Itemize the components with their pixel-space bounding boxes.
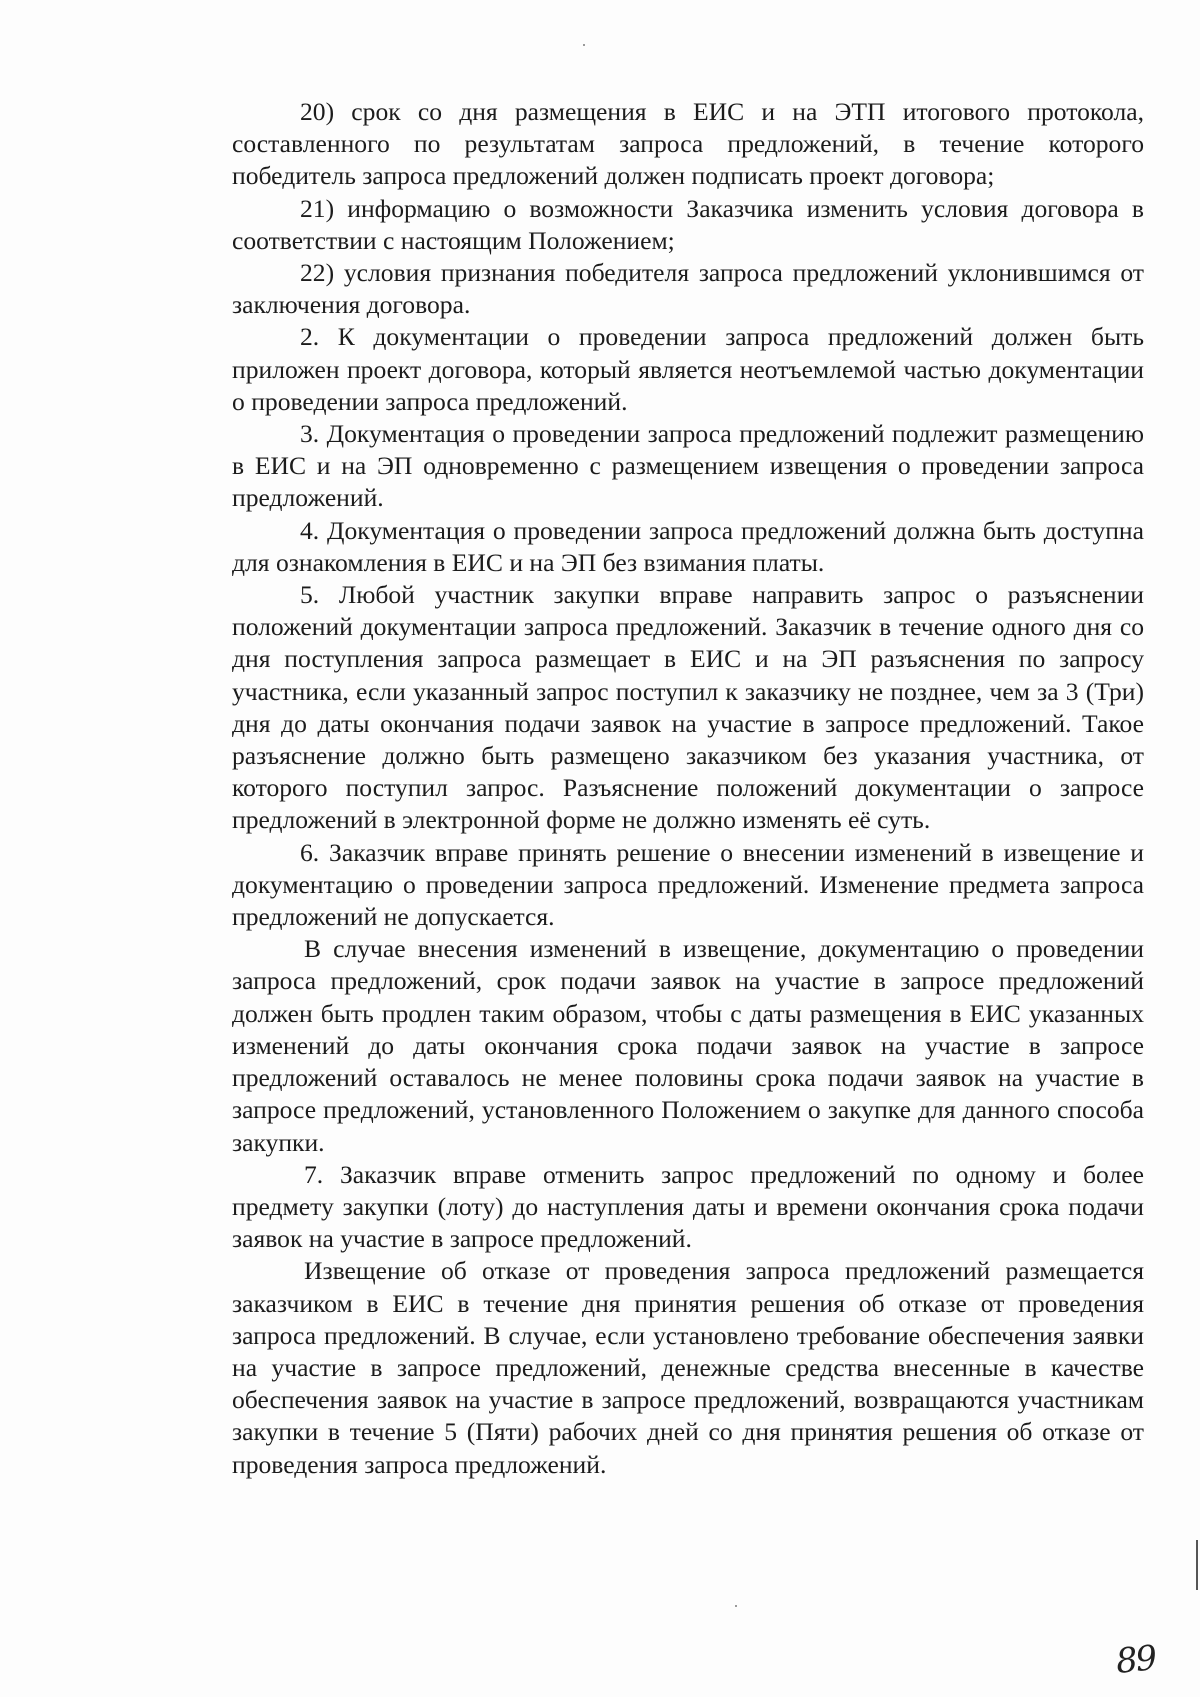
paragraph-clause-5: 5. Любой участник закупки вправе направить запрос о разъяснении положений документации запроса предложений. Заказчик в течение одного дня со дня поступления запроса размещает в ЕИС и на ЭП разъяснения по запросу участника, если указанный запрос поступил к заказчику не позднее, чем за 3 (Три) дня до даты окончания подачи заявок на участие в запросе предложений. Такое разъяснение должно быть размещено заказчиком без указания участника, от которого поступил запрос. Разъяснение положений документации о запросе предложений в электронной форме не должно изменять её суть. [232, 580, 1144, 835]
paragraph-clause-6: 6. Заказчик вправе принять решение о внесении изменений в извещение и документацию о проведении запроса предложений. Изменение предмета запроса предложений не допускается. [232, 837, 1144, 932]
paragraph-item-22: 22) условия признания победителя запроса предложений уклонившимся от заключения договора. [232, 258, 1144, 320]
paragraph-item-20: 20) срок со дня размещения в ЕИС и на ЭТП итогового протокола, составленного по результатам запроса предложений, в течение которого победитель запроса предложений должен подписать проект договора; [232, 97, 1144, 191]
paragraph-clause-3: 3. Документация о проведении запроса предложений подлежит размещению в ЕИС и на ЭП одновременно с размещением извещения о проведении запроса предложений. [232, 419, 1144, 513]
paragraph-item-21: 21) информацию о возможности Заказчика изменить условия договора в соответствии с настоящим Положением; [232, 193, 1144, 255]
scan-edge-mark [1196, 1540, 1198, 1590]
paragraph-clause-2: 2. К документации о проведении запроса предложений должен быть приложен проект договора, который является неотъемлемой частью документации о проведении запроса предложений. [232, 322, 1144, 416]
document-body [232, 96, 1144, 1481]
paragraph-clause-4: 4. Документация о проведении запроса предложений должна быть доступна для ознакомления в ЕИС и на ЭП без взимания платы. [232, 515, 1144, 577]
scan-speck [583, 44, 585, 46]
paragraph-clause-6-changes: В случае внесения изменений в извещение, документацию о проведении запроса предложений, срок подачи заявок на участие в запросе предложений должен быть продлен таким образом, чтобы с даты размещения в ЕИС указанных изменений до даты окончания срока подачи заявок на участие в запросе предложений оставалось не менее половины срока подачи заявок на участие в запросе предложений, установленного Положением о закупке для данного способа закупки. [232, 934, 1144, 1157]
paragraph-clause-7-notice: Извещение об отказе от проведения запроса предложений размещается заказчиком в ЕИС в течение дня принятия решения об отказе от проведения запроса предложений. В случае, если установлено требование обеспечения заявки на участие в запросе предложений, денежные средства внесенные в качестве обеспечения заявок на участие в запросе предложений, возвращаются участникам закупки в течение 5 (Пяти) рабочих дней со дня принятия решения об отказе от проведения запроса предложений. [232, 1256, 1144, 1479]
scan-speck [735, 1605, 737, 1607]
handwritten-page-number: 89 [1114, 1638, 1158, 1682]
paragraph-clause-7: 7. Заказчик вправе отменить запрос предложений по одному и более предмету закупки (лоту) до наступления даты и времени окончания срока подачи заявок на участие в запросе предложений. [232, 1159, 1144, 1254]
